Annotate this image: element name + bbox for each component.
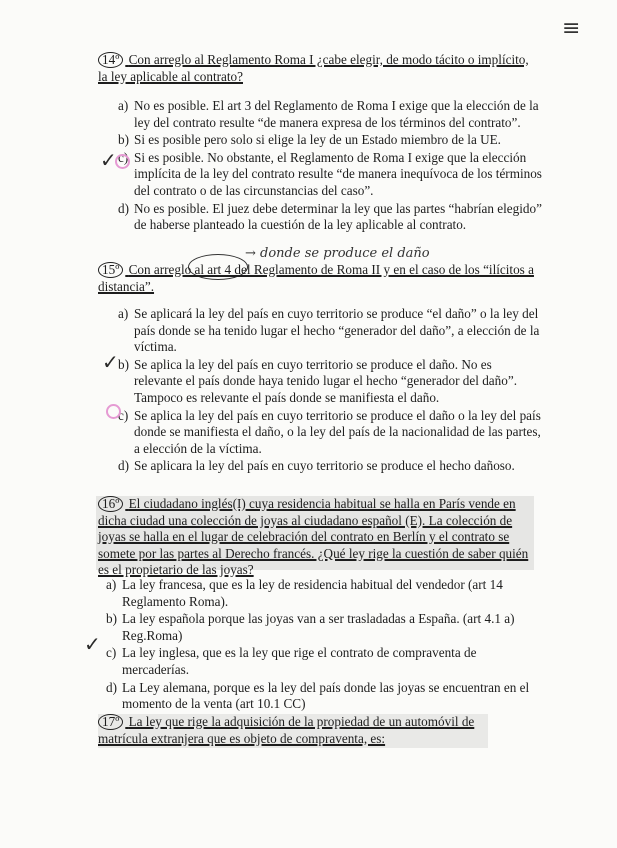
corner-handwritten-mark: ≡: [562, 16, 581, 41]
q14-option-c: c) Si es posible. No obstante, el Reglamento de Roma I exige que la elección implícita de la ley del contrato resulte “de manera inequívoca de los términos del contrato o de las circunstancias del caso”.: [118, 149, 542, 198]
question-14-options: [118, 98, 543, 235]
question-15-options: [118, 306, 543, 476]
question-15-number: 15º: [98, 262, 123, 278]
question-15-handwritten-note: → donde se produce el daño: [245, 246, 430, 261]
checkmark-icon: ✓: [100, 148, 117, 172]
q15-option-a: a) Se aplicará la ley del país en cuyo territorio se produce “el daño” o la ley del país donde se ha tenido lugar el hecho “generador del daño”, a elección de la víctima.: [118, 306, 540, 355]
q15-option-c: c) Se aplica la ley del país en cuyo territorio se produce el daño o la ley del país donde se manifiesta el daño, o la ley del país de la nacionalidad de las partes, a elección de la víctima.: [118, 407, 541, 456]
question-15-text: Con arreglo al art 4 del Reglamento de Roma II y en el caso de los “ilícitos a distancia”.: [98, 262, 534, 294]
question-16-text: El ciudadano inglés(I) cuya residencia habitual se halla en París vende en dicha ciudad una colección de joyas al ciudadano español (E). La colección de joyas se halla en el lugar de celebración del contrato en Berlín y el contrato se somete por las partes al Derecho francés. ¿Qué ley rige la cuestión de saber quién es el propietario de las joyas?: [98, 496, 529, 577]
q14-option-a: a) No es posible. El art 3 del Reglamento de Roma I exige que la elección de la ley del contrato resulte “de manera expresa de los términos del contrato”.: [118, 98, 539, 130]
question-14: [98, 52, 538, 85]
question-16-number: 16º: [98, 496, 123, 512]
checkmark-icon: ✓: [102, 350, 119, 374]
question-14-text: Con arreglo al Reglamento Roma I ¿cabe elegir, de modo tácito o implícito, la ley aplicable al contrato?: [98, 52, 529, 84]
checkmark-icon: ✓: [84, 632, 101, 656]
question-14-number: 14º: [98, 52, 123, 68]
q14-option-d: d) No es posible. El juez debe determinar la ley que las partes “habrían elegido” de haberse planteado la cuestión de la ley aplicable al contrato.: [118, 200, 542, 233]
q15-option-d: d) Se aplicara la ley del país en cuyo territorio se produce el hecho dañoso.: [118, 458, 515, 474]
question-17-text: La ley que rige la adquisición de la propiedad de un automóvil de matrícula extranjera que es objeto de compraventa, es:: [98, 714, 475, 746]
q16-option-a: a) La ley francesa, que es la ley de residencia habitual del vendedor (art 14 Reglamento Roma).: [106, 577, 503, 609]
q16-option-d: d) La Ley alemana, porque es la ley del país donde las joyas se encuentran en el momento de la venta (art 10.1 CC): [106, 679, 530, 712]
q15-option-b: b) Se aplica la ley del país en cuyo territorio se produce el daño. No es relevante el país donde haya tenido lugar el hecho “generador del daño”. Tampoco es relevante el país donde se manifiesta el daño.: [118, 356, 517, 405]
question-16: [98, 496, 536, 579]
pink-highlight-circle: [106, 404, 121, 419]
q16-option-b: b) La ley española porque las joyas van a ser trasladadas a España. (art 4.1 a) Reg.Roma): [106, 611, 515, 643]
question-16-options: [106, 577, 531, 714]
question-17-number: 17º: [98, 714, 123, 730]
q16-option-c: c) La ley inglesa, que es la ley que rige el contrato de compraventa de mercaderías.: [106, 645, 477, 677]
pink-highlight-circle: [115, 154, 130, 169]
question-17: [98, 714, 498, 747]
q14-option-b: b) Si es posible pero solo si elige la ley de un Estado miembro de la UE.: [118, 132, 501, 148]
question-15: [98, 262, 538, 295]
